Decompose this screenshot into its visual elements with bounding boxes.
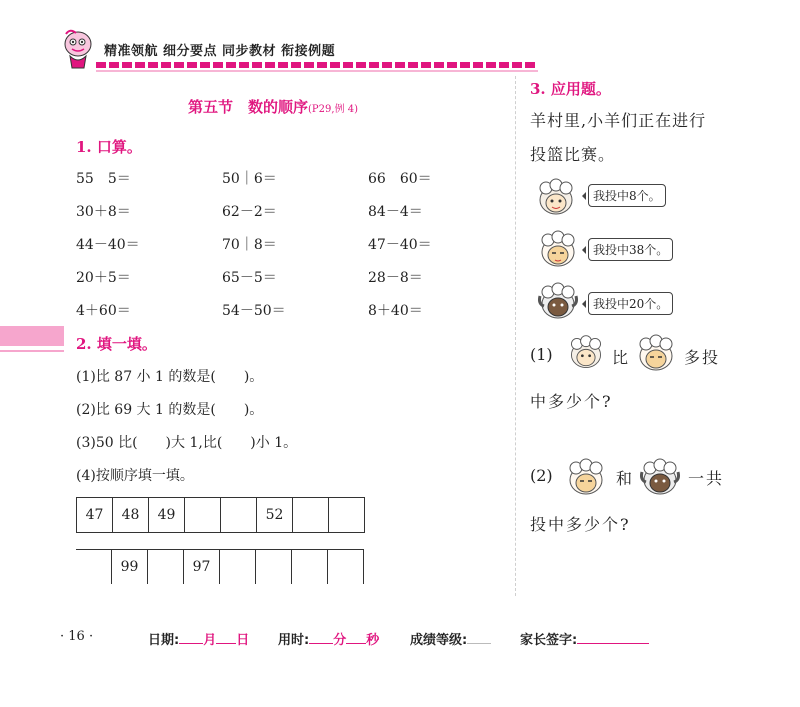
- lazy-goat-icon: [634, 334, 678, 374]
- footer-date: [148, 629, 249, 648]
- section-title-text: 第五节 数的顺序: [188, 98, 309, 116]
- q1-r1c2: 84－4＝: [368, 204, 423, 220]
- grade-blank[interactable]: [467, 643, 491, 644]
- q1-r4c0: 4＋60＝: [76, 303, 131, 319]
- pleasant-goat-icon: [534, 178, 578, 218]
- section-title: [188, 96, 358, 117]
- seq2-cell: 99: [112, 550, 148, 585]
- q2-item-2: (2)比 69 大 1 的数是( )。: [76, 402, 264, 418]
- time-label: 用时:: [278, 633, 310, 648]
- dark-goat-icon: [638, 458, 682, 498]
- pleasant-goat-icon: [566, 334, 606, 372]
- month-blank[interactable]: [179, 643, 203, 644]
- q1-r0c2: 66 60＝: [368, 171, 432, 187]
- q1-r3c1: 65－5＝: [222, 270, 277, 286]
- second-label: 秒: [366, 633, 380, 648]
- q3-title: 3. 应用题。: [530, 80, 611, 98]
- q1-r2c2: 47－40＝: [368, 237, 432, 253]
- column-divider: [515, 76, 516, 596]
- month-label: 月: [203, 633, 217, 648]
- q3-intro-line1: 羊村里,小羊们正在进行: [530, 111, 707, 130]
- q1-r3c2: 28－8＝: [368, 270, 423, 286]
- footer-time: [278, 629, 379, 648]
- seq1-cell: 49: [149, 498, 185, 533]
- q1-r4c1: 54－50＝: [222, 303, 286, 319]
- speech-bubble-1: 我投中8个。: [588, 184, 666, 207]
- seq2-cell: 97: [184, 550, 220, 585]
- q1-r3c0: 20＋5＝: [76, 270, 131, 286]
- q3-p1-more: 多投: [684, 348, 721, 367]
- q3-p2-number: (2): [530, 466, 553, 485]
- minute-blank[interactable]: [309, 643, 333, 644]
- mascot-logo-icon: [58, 28, 98, 74]
- q1-r1c1: 62－2＝: [222, 204, 277, 220]
- q1-r1c0: 30＋8＝: [76, 204, 131, 220]
- date-label: 日期:: [148, 633, 180, 648]
- speech-bubble-3: 我投中20个。: [588, 292, 673, 315]
- q2-title: 2. 填一填。: [76, 335, 157, 353]
- header-slogan: 精准领航 细分要点 同步教材 衔接例题: [104, 44, 336, 59]
- day-blank[interactable]: [216, 643, 236, 644]
- speech-bubble-2: 我投中38个。: [588, 238, 673, 261]
- sign-label: 家长签字:: [520, 633, 578, 648]
- q3-intro-line2: 投篮比赛。: [530, 145, 616, 164]
- seq2-cell[interactable]: [220, 550, 256, 585]
- side-tab: [0, 326, 64, 346]
- seq2-cell[interactable]: [76, 550, 112, 585]
- q3-p1-question: 中多少个?: [530, 392, 613, 411]
- seq1-cell: 48: [113, 498, 149, 533]
- lazy-goat-icon: [536, 230, 580, 270]
- q3-p1-compare: 比: [612, 348, 629, 367]
- seq1-cell[interactable]: [221, 498, 257, 533]
- q3-p1-number: (1): [530, 345, 553, 364]
- section-ref: (P29,例 4): [308, 104, 358, 115]
- second-blank[interactable]: [346, 643, 366, 644]
- grade-label: 成绩等级:: [410, 633, 468, 648]
- day-label: 日: [236, 633, 250, 648]
- sign-blank[interactable]: [577, 643, 649, 644]
- seq1-cell[interactable]: [293, 498, 329, 533]
- q1-title: 1. 口算。: [76, 138, 142, 156]
- minute-label: 分: [333, 633, 347, 648]
- seq2-cell[interactable]: [292, 550, 328, 585]
- q1-r2c0: 44－40＝: [76, 237, 140, 253]
- header-stripe-thin: [96, 70, 538, 72]
- seq1-cell: 47: [77, 498, 113, 533]
- seq1-cell: 52: [257, 498, 293, 533]
- header-stripe: [96, 62, 538, 68]
- seq2-cell[interactable]: [328, 550, 364, 585]
- q1-r4c2: 8＋40＝: [368, 303, 423, 319]
- q3-p2-total: 一共: [688, 469, 725, 488]
- q2-item-4: (4)按顺序填一填。: [76, 468, 194, 484]
- sequence-table-1: [76, 497, 365, 533]
- footer-grade: [410, 629, 491, 648]
- seq1-cell[interactable]: [185, 498, 221, 533]
- q1-r0c0: 55 5＝: [76, 171, 131, 187]
- lazy-goat-icon: [564, 458, 608, 498]
- q1-r2c1: 70｜8＝: [222, 237, 277, 253]
- sequence-table-2: [76, 549, 364, 584]
- q3-p2-question: 投中多少个?: [530, 515, 631, 534]
- side-tab-line: [0, 350, 64, 352]
- seq1-cell[interactable]: [329, 498, 365, 533]
- q2-item-1: (1)比 87 小 1 的数是( )。: [76, 369, 264, 385]
- q2-item-3: (3)50 比( )大 1,比( )小 1。: [76, 435, 298, 451]
- page-number: · 16 ·: [60, 629, 94, 644]
- seq2-cell[interactable]: [148, 550, 184, 585]
- seq2-cell[interactable]: [256, 550, 292, 585]
- q3-p2-and: 和: [616, 469, 633, 488]
- q1-r0c1: 50｜6＝: [222, 171, 277, 187]
- footer-sign: [520, 629, 649, 648]
- dark-goat-icon: [536, 282, 580, 322]
